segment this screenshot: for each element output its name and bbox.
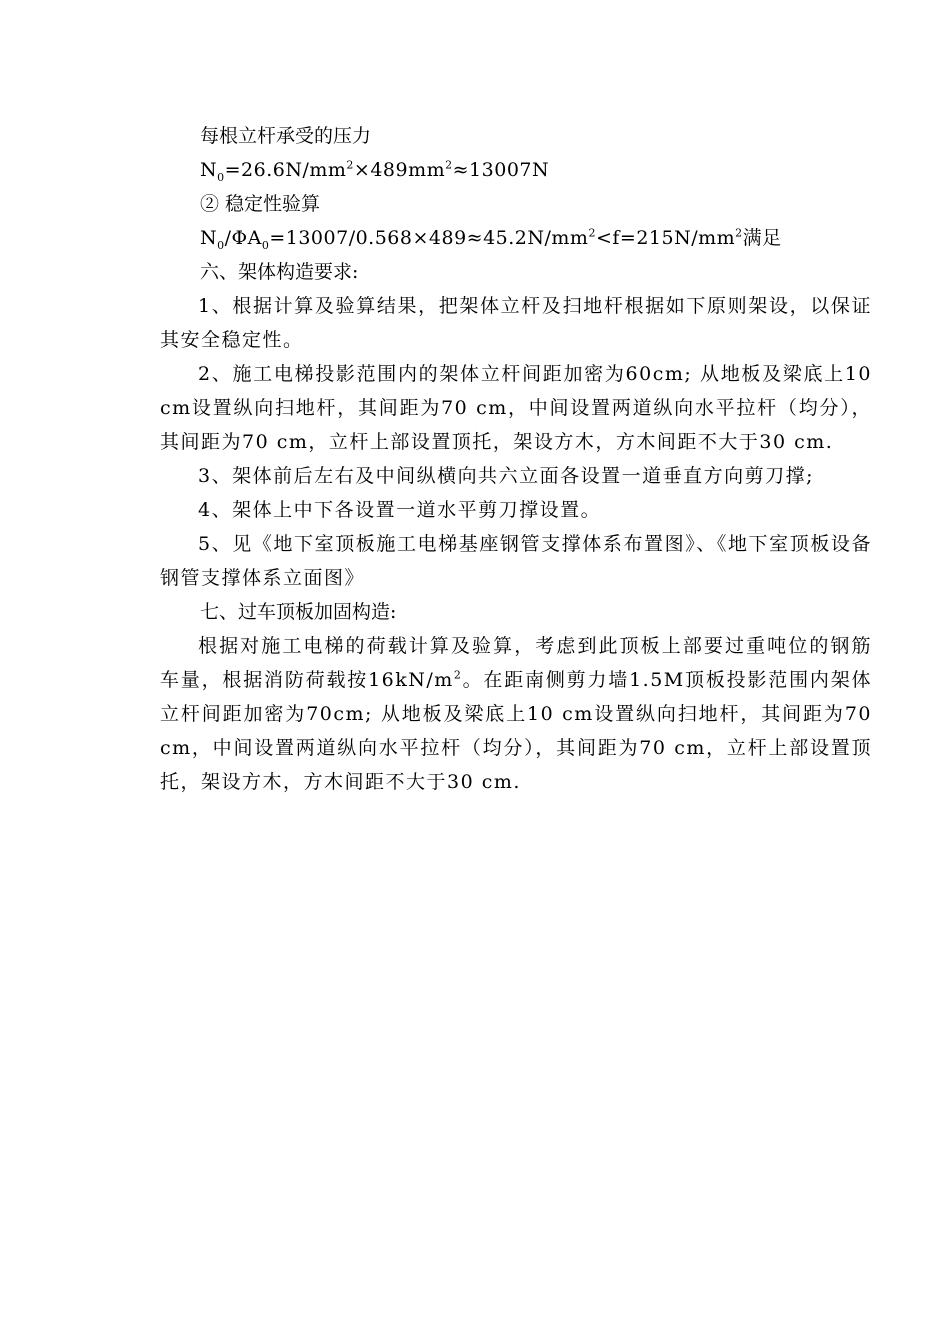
document-page [160,119,872,799]
formula-superscript: 2 [588,226,596,240]
section6-item-4 [160,493,872,527]
formula-part: ≈13007N [452,159,550,181]
pressure-formula [160,153,872,187]
section6-item-5 [160,527,872,595]
section7-body [160,629,872,799]
body-part: 。在距南侧剪力墙1.5M顶板投影范围内架体立杆间距加密为70cm; 从地板及梁底上10 cm设置纵向扫地杆，其间距为70 cm，中间设置两道纵向水平拉杆（均分），其间距为70 cm，立杆上部设置顶托，架设方木，方木间距不大于30 cm. [160,669,872,793]
section6-item-1 [160,289,872,357]
paragraph-text: 1、根据计算及验算结果，把架体立杆及扫地杆根据如下原则架设，以保证其安全稳定性。 [160,295,872,351]
formula-subscript: 0 [261,238,270,252]
pressure-heading: 每根立杆承受的压力 [200,125,372,147]
section6-item-2 [160,357,872,459]
formula-part: =13007/0.568×489≈45.2N/mm [269,227,589,249]
paragraph-text: 5、见《地下室顶板施工电梯基座钢管支撑体系布置图》、《地下室顶板设备钢管支撑体系立面图》 [160,533,872,589]
body-superscript: 2 [453,668,463,682]
formula-superscript: 2 [346,158,354,172]
paragraph-text: 2、施工电梯投影范围内的架体立杆间距加密为60cm; 从地板及梁底上10 cm设置纵向扫地杆，其间距为70 cm，中间设置两道纵向水平拉杆（均分），其间距为70 cm，立杆上部设置顶托，架设方木，方木间距不大于30 cm. [160,363,872,453]
stability-heading: ② 稳定性验算 [200,193,321,215]
formula-superscript: 2 [445,158,453,172]
paragraph-text: 4、架体上中下各设置一道水平剪刀撑设置。 [198,499,602,521]
formula-part: <f=215N/mm [595,227,736,249]
formula-part: /ΦA [224,227,262,249]
paragraph-text [160,629,872,799]
formula-part: ×489mm [353,159,446,181]
formula-superscript: 2 [735,226,743,240]
formula-part: N [200,159,218,181]
section6-title: 六、架体构造要求: [200,261,359,283]
formula-part: N [200,227,218,249]
section6-item-3 [160,459,872,493]
formula-subscript: 0 [217,238,225,252]
formula-part: =26.6N/mm [224,159,347,181]
formula-subscript: 0 [217,170,225,184]
stability-formula [160,221,872,255]
section7-title: 七、过车顶板加固构造: [200,601,397,623]
paragraph-text: 3、架体前后左右及中间纵横向共六立面各设置一道垂直方向剪刀撑; [198,465,814,487]
body-part: 根据对施工电梯的荷载计算及验算，考虑到此顶板上部要过重吨位的钢筋车量，根据消防荷载按16kN/m [160,635,872,691]
formula-part: 满足 [742,227,782,249]
